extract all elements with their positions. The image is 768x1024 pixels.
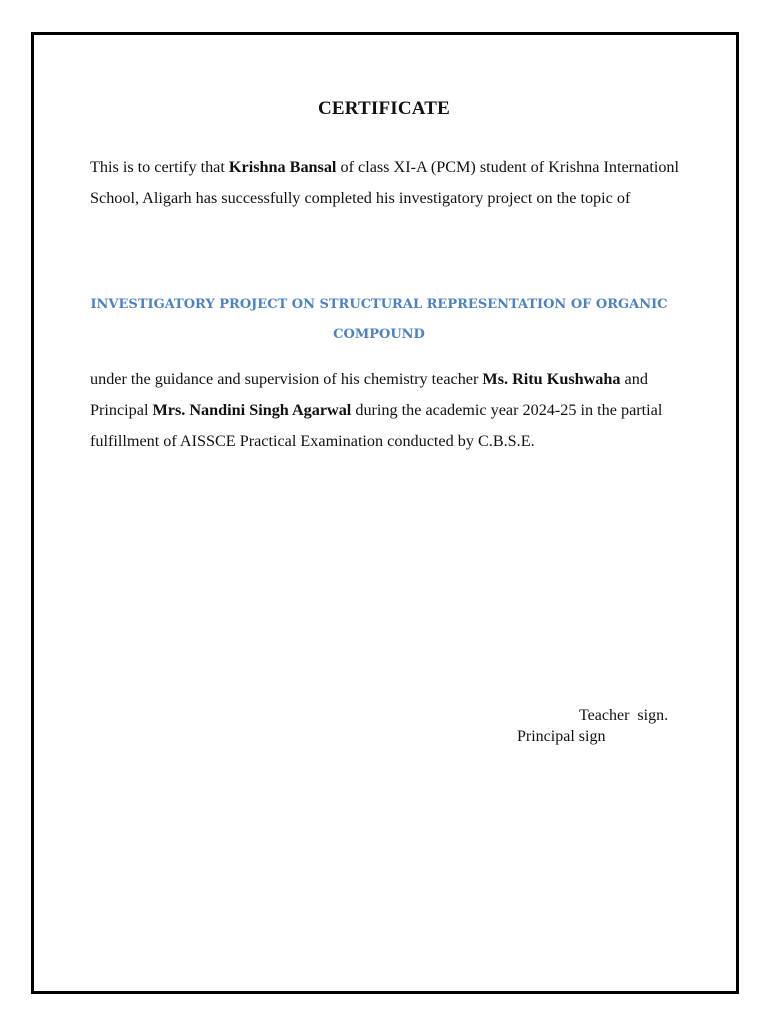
teacher-signature-label: Teacher sign. xyxy=(579,707,669,724)
teacher-name: Ms. Ritu Kushwaha xyxy=(482,370,621,388)
certification-paragraph xyxy=(90,152,695,214)
certificate-title: CERTIFICATE xyxy=(317,98,451,119)
project-title: INVESTIGATORY PROJECT ON STRUCTURAL REPRESENTATION OF ORGANIC COMPOUND xyxy=(90,297,668,342)
guidance-paragraph xyxy=(90,364,695,457)
para1-prefix: This is to certify that xyxy=(90,158,229,176)
para2-connector: and Principal xyxy=(90,370,648,419)
student-name: Krishna Bansal xyxy=(228,158,337,176)
principal-signature-label: Principal sign xyxy=(517,728,606,745)
para2-suffix: during the academic year 2024-25 in the partial fulfillment of AISSCE Practical Examination conducted by C.B.S.E. xyxy=(90,401,663,450)
para2-prefix: under the guidance and supervision of his chemistry teacher xyxy=(90,370,483,388)
para1-body: of class XI-A (PCM) student of Krishna Internationl School, Aligarh has successfully completed his investigatory project on the topic of xyxy=(90,158,680,207)
principal-name: Mrs. Nandini Singh Agarwal xyxy=(152,401,352,419)
